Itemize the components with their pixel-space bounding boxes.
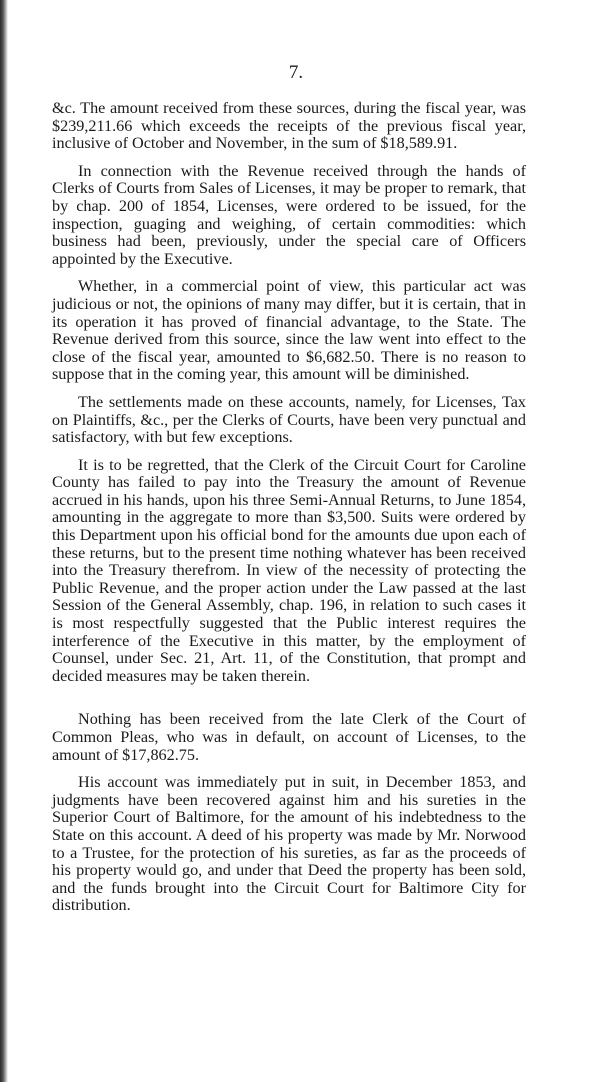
paragraph-caroline-county-clerk: It is to be regretted, that the Clerk of the Circuit Court for Caroline County has failed to pay into the Treasury the amount of Revenue accrued in his hands, upon his three Semi-Annual Returns, to June 1854, amounting in the aggregate to more than $3,500. Suits were ordered by this Department upon his official bond for the amounts due upon each of these returns, but to the present time nothing whatever has been received into the Treasury therefrom. In view of the necessity of protecting the Public Revenue, and the proper action under the Law passed at the last Session of the General Assembly, chap. 196, in relation to such cases it is most respectfully suggested that the Public interest requires the interference of the Executive in this matter, by the employment of Counsel, under Sec. 21, Art. 11, of the Constitution, that prompt and decided measures may be taken therein.: [52, 455, 526, 685]
paragraph-licenses-chapter-200: In connection with the Revenue received through the hands of Clerks of Courts from Sales of Licenses, it may be proper to remark, that by chap. 200 of 1854, Licenses, were ordered to be issued, for the inspection, guaging and weighing, of certain commodities: which business had been, previously, under the special care of Officers appointed by the Executive.: [52, 161, 526, 268]
paragraph-revenue-receipts: &c. The amount received from these sources, during the fiscal year, was $239,211.66 which exceeds the receipts of the previous fiscal year, inclusive of October and November, in the sum of $18,589.91.: [52, 99, 526, 153]
paragraph-common-pleas-clerk: Nothing has been received from the late Clerk of the Court of Common Pleas, who was in default, on account of Licenses, to the amount of $17,862.75.: [52, 710, 526, 764]
page-binding-edge: [0, 0, 8, 1082]
paragraph-financial-advantage: Whether, in a commercial point of view, this particular act was judicious or not, the opinions of many may differ, but it is certain, that in its operation it has proved of financial advantage, to the State. The Revenue derived from this source, since the law went into effect to the close of the fiscal year, amounted to $6,682.50. There is no reason to suppose that in the coming year, this amount will be diminished.: [52, 277, 526, 384]
paragraph-account-in-suit: His account was immediately put in suit, in December 1853, and judgments have been recovered against him and his sureties in the Superior Court of Baltimore, for the amount of his indebtedness to the State on this account. A deed of his property was made by Mr. Norwood to a Trustee, for the protection of his sureties, as far as the proceeds of his property would go, and under that Deed the property has been sold, and the funds brought into the Circuit Court for Baltimore City for distribution.: [52, 773, 526, 915]
paragraph-settlements: The settlements made on these accounts, namely, for Licenses, Tax on Plaintiffs, &c., per the Clerks of Courts, have been very punctual and satisfactory, with but few exceptions.: [52, 392, 526, 447]
page-number: 7.: [288, 62, 304, 83]
document-body: [52, 100, 526, 925]
